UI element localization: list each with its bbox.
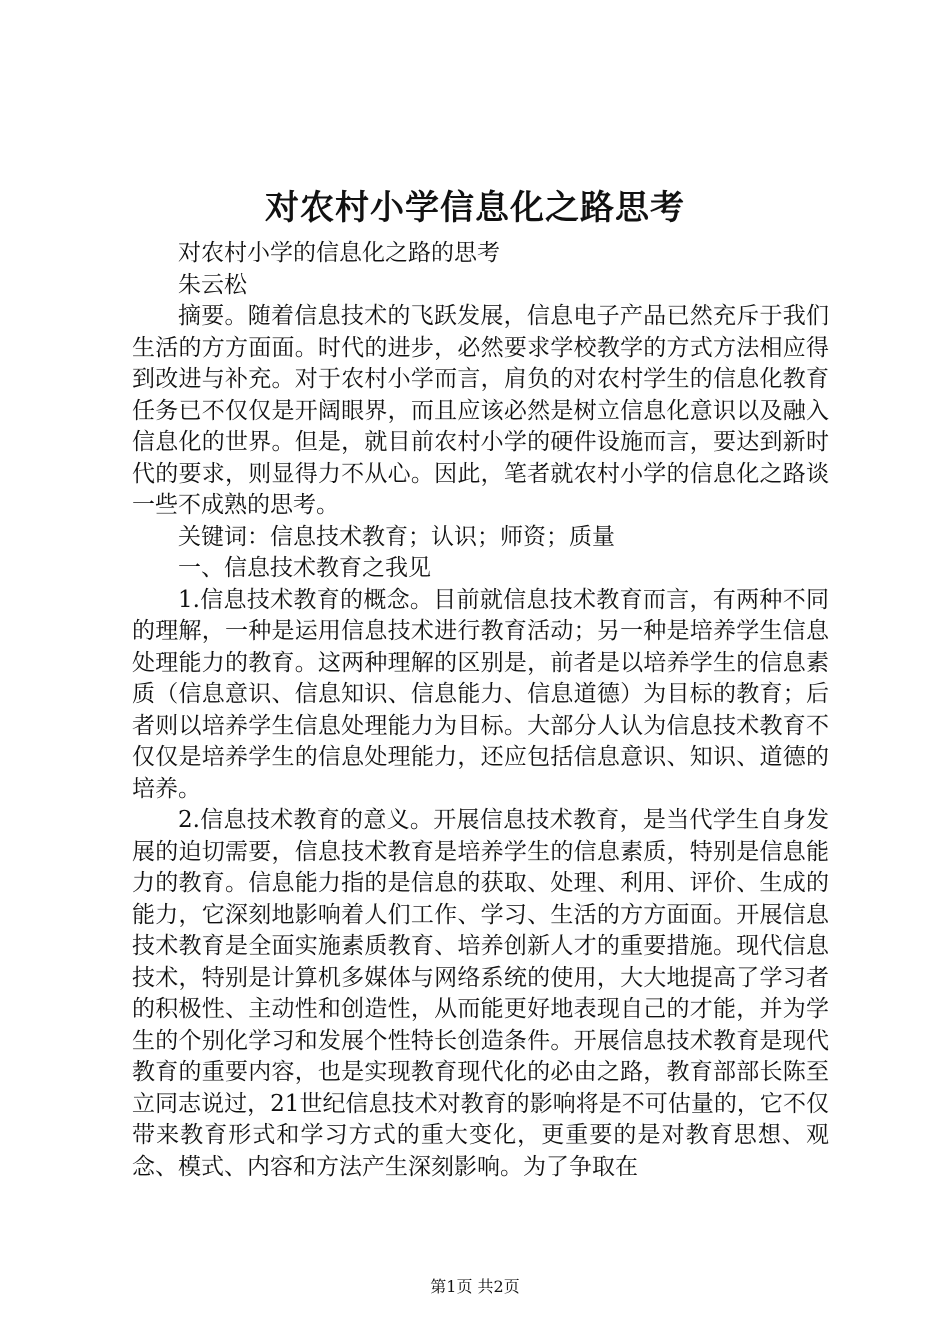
body-paragraph: 2.信息技术教育的意义。开展信息技术教育，是当代学生自身发展的迫切需要，信息技术教育是培养学生的信息素质，特别是信息能力的教育。信息能力指的是信息的获取、处理、利用、评价、生成的能力，它深刻地影响着人们工作、学习、生活的方方面面。开展信息技术教育是全面实施素质教育、培养创新人才的重要措施。现代信息技术，特别是计算机多媒体与网络系统的使用，大大地提高了学习者的积极性、主动性和创造性，从而能更好地表现自己的才能，并为学生的个别化学习和发展个性特长创造条件。开展信息技术教育是现代教育的重要内容，也是实现教育现代化的必由之路，教育部部长陈至立同志说过，21世纪信息技术对教育的影响将是不可估量的，它不仅带来教育形式和学习方式的重大变化，更重要的是对教育思想、观念、模式、内容和方法产生深刻影响。为了争取在 (132, 807, 829, 1180)
body-paragraph: 1.信息技术教育的概念。目前就信息技术教育而言，有两种不同的理解，一种是运用信息技术进行教育活动；另一种是培养学生信息处理能力的教育。这两种理解的区别是，前者是以培养学生的信息素质（信息意识、信息知识、信息能力、信息道德）为目标的教育；后者则以培养学生信息处理能力为目标。大部分人认为信息技术教育不仅仅是培养学生的信息处理能力，还应包括信息意识、知识、道德的培养。 (132, 586, 829, 802)
abstract-paragraph: 摘要。随着信息技术的飞跃发展，信息电子产品已然充斥于我们生活的方方面面。时代的进步，必然要求学校教学的方式方法相应得到改进与补充。对于农村小学而言，肩负的对农村学生的信息化教育任务已不仅仅是开阔眼界，而且应该必然是树立信息化意识以及融入信息化的世界。但是，就目前农村小学的硬件设施而言，要达到新时代的要求，则显得力不从心。因此，笔者就农村小学的信息化之路谈一些不成熟的思考。 (132, 303, 829, 518)
keywords-paragraph: 关键词：信息技术教育；认识；师资；质量 (178, 523, 615, 550)
subtitle-paragraph: 对农村小学的信息化之路的思考 (178, 240, 500, 266)
page-footer: 第1页 共2页 (430, 1277, 520, 1296)
section-heading: 一、信息技术教育之我见 (178, 555, 431, 581)
document-body (132, 238, 829, 1183)
author-paragraph: 朱云松 (178, 271, 247, 298)
document-title: 对农村小学信息化之路思考 (265, 188, 685, 228)
